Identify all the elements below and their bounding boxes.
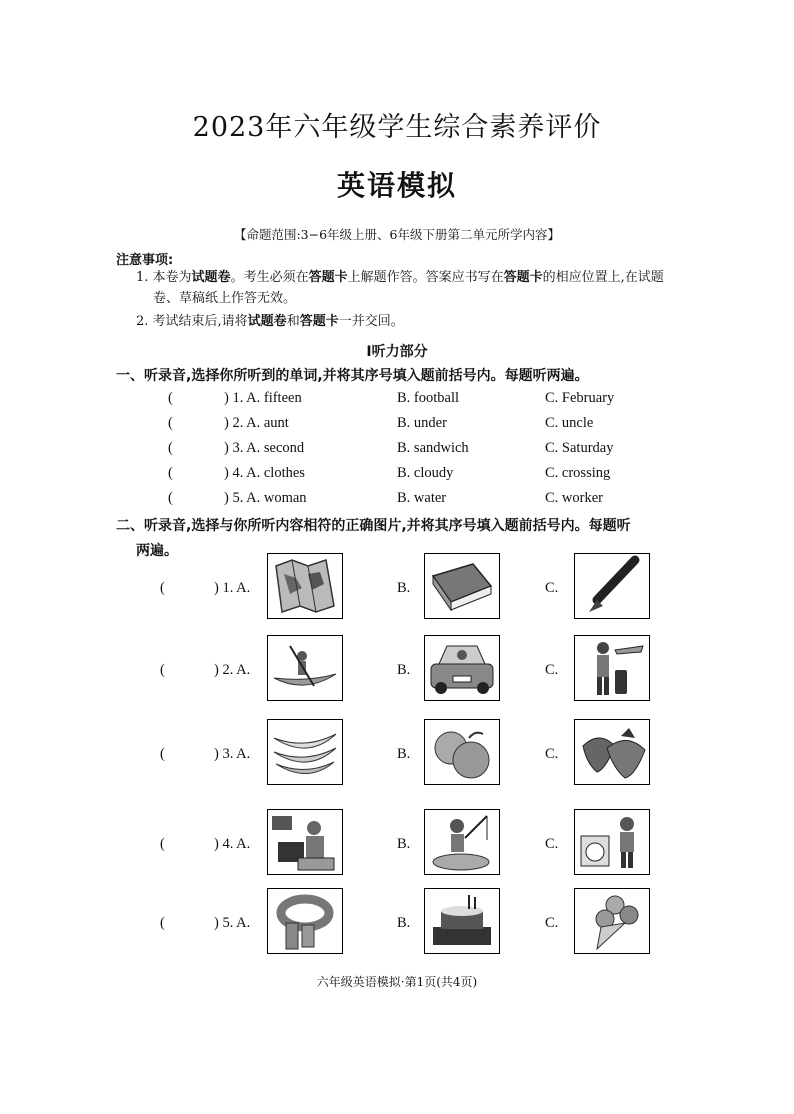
- answer-paren: (: [168, 440, 173, 456]
- bananas-picture: [267, 719, 343, 785]
- part1-q2-a: ) 2. A. aunt: [224, 415, 289, 431]
- part2-heading: 二、听录音,选择与你所听内容相符的正确图片,并将其序号填入题前括号内。每题听: [116, 518, 631, 534]
- part1-q2-b: B. under: [397, 415, 447, 431]
- part1-q4-b: B. cloudy: [397, 465, 454, 481]
- note-1-continuation: 卷、草稿纸上作答无效。: [153, 291, 297, 306]
- answer-paren: (: [168, 390, 173, 406]
- answer-paren: (: [168, 465, 173, 481]
- office-worker-picture: [267, 809, 343, 875]
- notes-heading: 注意事项:: [116, 253, 174, 268]
- part2-q4-num: ) 4. A.: [214, 836, 251, 852]
- book-picture: [424, 553, 500, 619]
- note-1: 1. 本卷为试题卷。考生必须在答题卡上解题作答。答案应书写在答题卡的相应位置上,在试题: [136, 270, 664, 285]
- part1-q5-b: B. water: [397, 490, 447, 506]
- option-c-label: C.: [545, 662, 559, 678]
- option-b-label: B.: [397, 662, 411, 678]
- part1-q3-b: B. sandwich: [397, 440, 469, 456]
- part1-q3-c: C. Saturday: [545, 440, 614, 456]
- answer-paren: (: [168, 415, 173, 431]
- answer-paren: (: [160, 746, 165, 762]
- option-b-label: B.: [397, 915, 411, 931]
- exam-title: 2023年六年级学生综合素养评价: [192, 112, 602, 143]
- part1-q5-c: C. worker: [545, 490, 603, 506]
- option-b-label: B.: [397, 580, 411, 596]
- boat-picture: [267, 635, 343, 701]
- part1-q3-a: ) 3. A. second: [224, 440, 305, 456]
- option-b-label: B.: [397, 746, 411, 762]
- note-2: 2. 考试结束后,请将试题卷和答题卡一并交回。: [136, 314, 404, 329]
- part1-q1-a: ) 1. A. fifteen: [224, 390, 302, 406]
- answer-paren: (: [160, 836, 165, 852]
- part1-heading: 一、听录音,选择你所听到的单词,并将其序号填入题前括号内。每题听两遍。: [116, 368, 589, 384]
- flowers-picture: [574, 888, 650, 954]
- answer-paren: (: [168, 490, 173, 506]
- pen-picture: [574, 553, 650, 619]
- part1-q4-c: C. crossing: [545, 465, 611, 481]
- exam-scope: 【命题范围:3−6年级上册、6年级下册第二单元所学内容】: [233, 227, 561, 242]
- cake-picture: [424, 888, 500, 954]
- option-b-label: B.: [397, 836, 411, 852]
- part2-q3-num: ) 3. A.: [214, 746, 251, 762]
- traveler-picture: [574, 635, 650, 701]
- option-c-label: C.: [545, 915, 559, 931]
- exam-subtitle: 英语模拟: [336, 169, 457, 202]
- car-picture: [424, 635, 500, 701]
- part2-q5-num: ) 5. A.: [214, 915, 251, 931]
- part1-q5-a: ) 5. A. woman: [224, 490, 307, 506]
- section-title: Ⅰ听力部分: [366, 344, 428, 360]
- part2-q2-num: ) 2. A.: [214, 662, 251, 678]
- washing-boy-picture: [574, 809, 650, 875]
- option-c-label: C.: [545, 580, 559, 596]
- scarf-picture: [267, 888, 343, 954]
- fishing-boy-picture: [424, 809, 500, 875]
- answer-paren: (: [160, 915, 165, 931]
- part1-q1-b: B. football: [397, 390, 460, 406]
- answer-paren: (: [160, 580, 165, 596]
- option-c-label: C.: [545, 836, 559, 852]
- part2-q1-num: ) 1. A.: [214, 580, 251, 596]
- oranges-picture: [424, 719, 500, 785]
- strawberries-picture: [574, 719, 650, 785]
- part1-q4-a: ) 4. A. clothes: [224, 465, 305, 481]
- part1-q1-c: C. February: [545, 390, 615, 406]
- part2-heading-cont: 两遍。: [136, 543, 178, 559]
- page-footer: 六年级英语模拟·第1页(共4页): [316, 975, 478, 989]
- map-picture: [267, 553, 343, 619]
- answer-paren: (: [160, 662, 165, 678]
- option-c-label: C.: [545, 746, 559, 762]
- part1-q2-c: C. uncle: [545, 415, 594, 431]
